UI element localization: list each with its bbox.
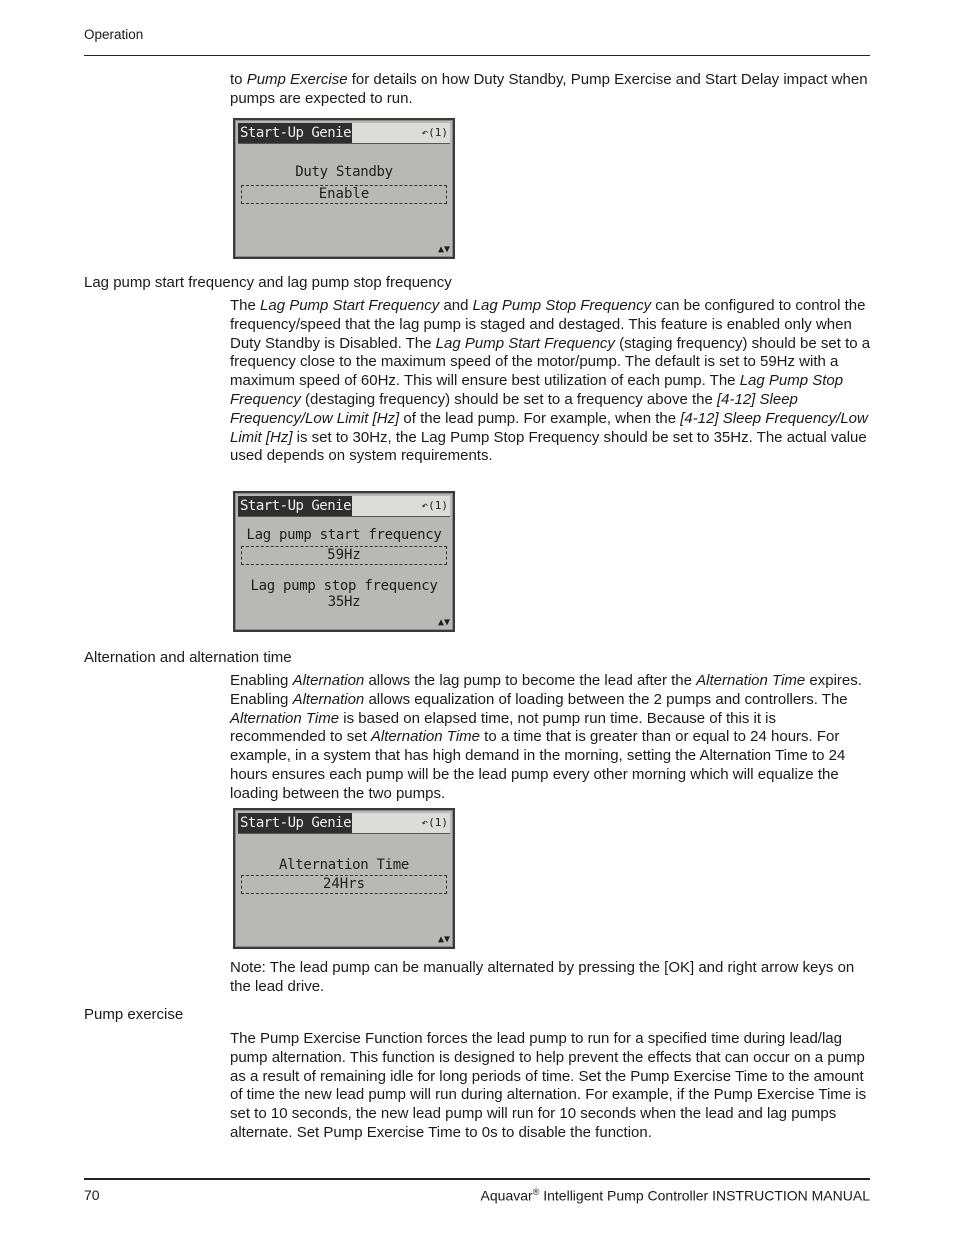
back-index-icon: ↶(1): [421, 126, 448, 139]
heading-pump-exercise: Pump exercise: [84, 1006, 184, 1023]
pump-exercise-paragraph: The Pump Exercise Function forces the lead pump to run for a specified time during lead/lag pump alternation. This function is designed to help prevent the effects that can occur on a pump as a result of remaining idle for long periods of time. Set the Pump Exercise Time to the amount of time the new lead pump will run during alternation. For example, if the Pump Exercise Time is set to 10 seconds, the new lead pump will run for 10 seconds when the lead and lag pumps alternate. Set Pump Exercise Time to 0s to disable the function.: [230, 1030, 867, 1141]
lcd-titlebar: [238, 123, 450, 144]
scroll-arrows-icon: ▲▼: [437, 934, 450, 945]
running-header: Operation: [84, 27, 144, 42]
back-index-icon: ↶(1): [421, 816, 448, 829]
footer-rule: [84, 1178, 870, 1180]
lcd-titlebar: [238, 496, 450, 517]
lcd-screen-duty-standby: [233, 118, 455, 259]
lcd-title: Start-Up Genie: [240, 498, 352, 514]
header-rule: [84, 55, 870, 56]
lcd-value-lag-start: 59Hz: [241, 546, 447, 565]
lcd-value-lag-stop: 35Hz: [327, 594, 361, 610]
note-paragraph: Note: The lead pump can be manually alternated by pressing the [OK] and right arrow keys on the lead drive.: [230, 959, 855, 995]
note-label: Note:: [230, 959, 266, 976]
lcd-titlebar: [238, 813, 450, 834]
lcd-label-lag-stop: Lag pump stop frequency: [250, 578, 438, 594]
lcd-title: Start-Up Genie: [240, 815, 352, 831]
scroll-arrows-icon: ▲▼: [437, 617, 450, 628]
intro-paragraph: to Pump Exercise for details on how Duty Standby, Pump Exercise and Start Delay impact when pumps are expected to run.: [230, 71, 868, 107]
lcd-label-lag-start: Lag pump start frequency: [246, 527, 442, 543]
alternation-paragraph: Enabling Alternation allows the lag pump to become the lead after the Alternation Time expires. Enabling Alternation allows equalization of loading between the 2 pumps and controllers. The Alternation Time is based on elapsed time, not pump run time. Because of this it is recommended to set Alternation Time to a time that is greater than or equal to 24 hours. For example, in a system that has high demand in the morning, setting the Alternation Time to 24 hours ensures each pump will be the lead pump every other morning which will equalize the loading between the two pumps.: [230, 672, 862, 802]
lcd-screen-lag-frequency: [233, 491, 455, 632]
page-number: 70: [84, 1187, 100, 1203]
back-index-icon: ↶(1): [421, 499, 448, 512]
lag-pump-paragraph: The Lag Pump Start Frequency and Lag Pump Stop Frequency can be configured to control the frequency/speed that the lag pump is staged and destaged. This feature is enabled only when Duty Standby is Disabled. The Lag Pump Start Frequency (staging frequency) should be set to a frequency close to the maximum speed of the motor/pump. The default is set to 59Hz with a maximum speed of 60Hz. This will ensure best utilization of each pump. The Lag Pump Stop Frequency (destaging frequency) should be set to a frequency above the [4-12] Sleep Frequency/Low Limit [Hz] of the lead pump. For example, when the [4-12] Sleep Frequency/Low Limit [Hz] is set to 30Hz, the Lag Pump Stop Frequency should be set to 35Hz. The actual value used depends on system requirements.: [230, 297, 871, 465]
scroll-arrows-icon: ▲▼: [437, 244, 450, 255]
lcd-title: Start-Up Genie: [240, 125, 352, 141]
lcd-value-duty-standby: Enable: [241, 185, 447, 204]
lcd-label-alternation-time: Alternation Time: [278, 857, 410, 873]
lcd-label-duty-standby: Duty Standby: [295, 164, 393, 180]
lcd-value-alternation-time: 24Hrs: [241, 875, 447, 894]
lcd-screen-alternation-time: [233, 808, 455, 949]
heading-lag-pump-frequency: Lag pump start frequency and lag pump stop frequency: [84, 274, 452, 291]
footer-manual-title: Aquavar® Intelligent Pump Controller INSTRUCTION MANUAL: [480, 1187, 870, 1204]
heading-alternation: Alternation and alternation time: [84, 649, 292, 666]
